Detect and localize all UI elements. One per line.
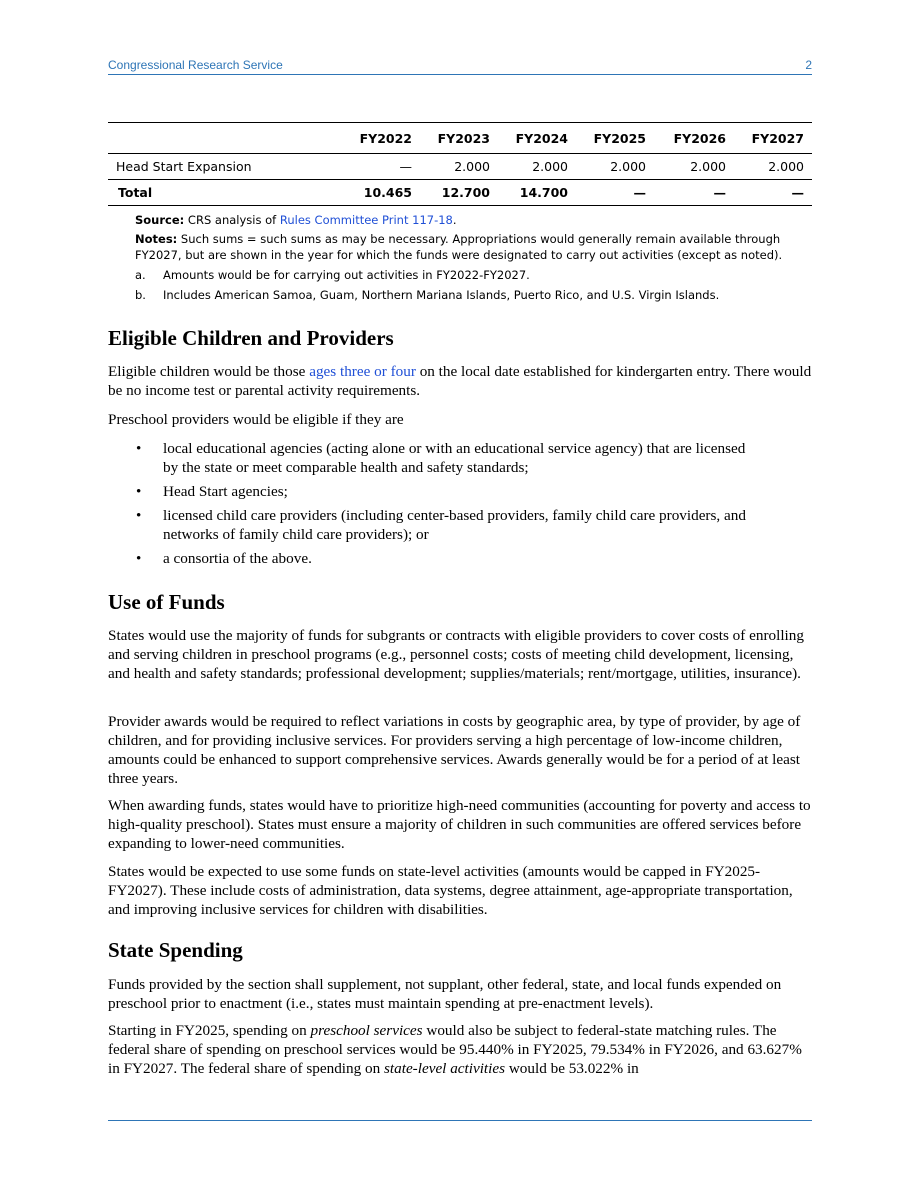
table-notes	[135, 212, 815, 307]
paragraph: Eligible children would be those ages three or four on the local date established for kindergarten entry. There would be no income test or parental activity requirements.	[108, 363, 812, 399]
rules-committee-print-link[interactable]: Rules Committee Print 117-18	[279, 213, 453, 227]
list-item: • Head Start agencies;	[136, 483, 288, 500]
paragraph: Provider awards would be required to reflect variations in costs by geographic area, by type of provider, by age of children, and for providing inclusive services. For providers serving a high percentage of low-income children, amounts could be enhanced to support comprehensive services. Awards generally would be for a period of at least three years.	[108, 713, 801, 787]
table-header-cell: FY2023	[420, 123, 498, 154]
list-item: • local educational agencies (acting alone or with an educational service agency) that are licensed by the state or meet comparable health and safety standards;	[136, 440, 746, 476]
table-cell: 2.000	[654, 154, 734, 180]
notes-paragraph: Notes: Such sums = such sums as may be necessary. Appropriations would generally remain available through FY2027, but are shown in the year for which the funds were designated to carry out activities (except as noted).	[135, 232, 783, 262]
table-header-row	[108, 123, 812, 154]
ages-link[interactable]: ages three or four	[309, 363, 416, 380]
paragraph: States would be expected to use some funds on state-level activities (amounts would be capped in FY2025-FY2027). These include costs of administration, data systems, degree attainment, age-appropriate transportation, and improving inclusive services for children with disabilities.	[108, 863, 793, 918]
table-row	[108, 154, 812, 180]
table-cell: —	[342, 154, 420, 180]
table-cell: 14.700	[498, 180, 576, 206]
table-cell: 2.000	[734, 154, 812, 180]
table-cell: 2.000	[420, 154, 498, 180]
list-item: • licensed child care providers (including center-based providers, family child care providers, and networks of family child care providers); or	[136, 507, 746, 543]
running-header	[108, 58, 812, 75]
table-cell: 2.000	[576, 154, 654, 180]
section-heading: Use of Funds	[108, 590, 225, 614]
row-label: Total	[108, 180, 342, 206]
section-heading: Eligible Children and Providers	[108, 326, 394, 350]
table-cell: 12.700	[420, 180, 498, 206]
table-header-cell: FY2027	[734, 123, 812, 154]
paragraph: When awarding funds, states would have to prioritize high-need communities (accounting for poverty and access to high-quality preschool). States must ensure a majority of children in such communities are offered services before expanding to lower-need communities.	[108, 797, 811, 852]
table-cell: —	[734, 180, 812, 206]
header-org: Congressional Research Service	[108, 58, 283, 72]
paragraph: Preschool providers would be eligible if they are	[108, 411, 404, 428]
paragraph: Funds provided by the section shall supplement, not supplant, other federal, state, and local funds expended on preschool prior to enactment (i.e., states must maintain spending at pre-enactment levels).	[108, 976, 782, 1012]
page-number: 2	[805, 58, 812, 72]
table-cell: 10.465	[342, 180, 420, 206]
table-header-cell: FY2025	[576, 123, 654, 154]
paragraph: Starting in FY2025, spending on preschool services would also be subject to federal-state matching rules. The federal share of spending on preschool services would be 95.440% in FY2025, 79.534% in FY2026, and 63.627% in FY2027. The federal share of spending on state-level activities would be 53.022% in	[108, 1022, 802, 1077]
table-header-cell: FY2024	[498, 123, 576, 154]
table-header-cell: FY2022	[342, 123, 420, 154]
table-cell: 2.000	[498, 154, 576, 180]
footnote: b. Includes American Samoa, Guam, Northern Mariana Islands, Puerto Rico, and U.S. Virgin Islands.	[135, 288, 720, 302]
provider-list	[108, 439, 748, 568]
list-item: • a consortia of the above.	[136, 550, 312, 567]
table-total-row	[108, 180, 812, 206]
paragraph: States would use the majority of funds for subgrants or contracts with eligible providers to cover costs of enrolling and serving children in preschool programs (e.g., personnel costs; costs of meeting child development, licensing, and health and safety standards; professional development; supplies/materials; rent/mortgage, utilities, insurance).	[108, 627, 804, 682]
table-cell: —	[576, 180, 654, 206]
source-note: Source: CRS analysis of Rules Committee Print 117-18.	[135, 213, 457, 227]
funding-table	[108, 122, 812, 206]
table-cell: —	[654, 180, 734, 206]
row-label: Head Start Expansion	[108, 154, 342, 180]
footer-rule	[108, 1120, 812, 1121]
table-header-cell	[108, 123, 342, 154]
footnote: a. Amounts would be for carrying out activities in FY2022-FY2027.	[135, 268, 530, 282]
table-header-cell: FY2026	[654, 123, 734, 154]
section-heading: State Spending	[108, 938, 243, 962]
